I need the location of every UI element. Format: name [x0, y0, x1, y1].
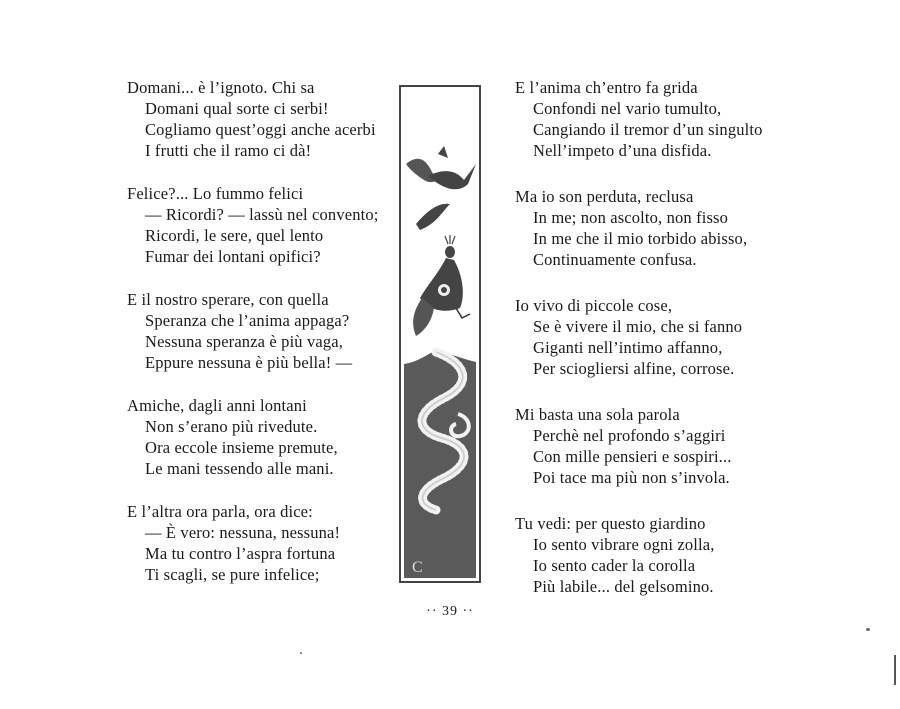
stanza: [515, 404, 805, 488]
scan-speck: [866, 628, 870, 631]
verse-line: Confondi nel vario tumulto,: [533, 99, 722, 118]
scan-edge-mark: [894, 655, 896, 685]
verse-line: Ma tu contro l’aspra fortuna: [145, 544, 336, 563]
verse-line: Continuamente confusa.: [533, 250, 697, 269]
stanza: [515, 77, 805, 161]
verse-line: Amiche, dagli anni lontani: [127, 396, 307, 415]
verse-line: E il nostro sperare, con quella: [127, 290, 329, 309]
stanza: [127, 183, 402, 267]
verse-line: Felice?... Lo fummo felici: [127, 184, 304, 203]
verse-line: Io sento cader la corolla: [533, 556, 696, 575]
verse-line: Con mille pensieri e sospiri...: [533, 447, 732, 466]
verse-line: In me; non ascolto, non fisso: [533, 208, 728, 227]
verse-line: Ricordi, le sere, quel lento: [145, 226, 324, 245]
verse-line: Ti scagli, se pure infelice;: [145, 565, 320, 584]
verse-line: Perchè nel profondo s’aggiri: [533, 426, 726, 445]
verse-line: Le mani tessendo alle mani.: [145, 459, 334, 478]
verse-line: Non s’erano più rivedute.: [145, 417, 318, 436]
verse-line: Nell’impeto d’una disfida.: [533, 141, 712, 160]
monogram: C: [412, 559, 423, 576]
verse-line: Io vivo di piccole cose,: [515, 296, 673, 315]
verse-line: Giganti nell’intimo affanno,: [533, 338, 723, 357]
verse-line: Domani... è l’ignoto. Chi sa: [127, 78, 315, 97]
verse-line: Ma io son perduta, reclusa: [515, 187, 694, 206]
verse-line: Fumar dei lontani opifici?: [145, 247, 321, 266]
stanza: [127, 289, 402, 373]
verse-line: Se è vivere il mio, che si fanno: [533, 317, 743, 336]
verse-line: — È vero: nessuna, nessuna!: [145, 523, 341, 542]
verse-line: Poi tace ma più non s’invola.: [533, 468, 730, 487]
stanza: [127, 395, 402, 479]
verse-line: E l’altra ora parla, ora dice:: [127, 502, 313, 521]
verse-line: — Ricordi? — lassù nel convento;: [145, 205, 379, 224]
verse-line: Speranza che l’anima appaga?: [145, 311, 350, 330]
left-poem-column: [127, 77, 402, 607]
right-poem-column: [515, 77, 805, 622]
verse-line: Cangiando il tremor d’un singulto: [533, 120, 763, 139]
swallows-peacock-serpent-icon: [398, 84, 482, 584]
verse-line: I frutti che il ramo ci dà!: [145, 141, 312, 160]
verse-line: Cogliamo quest’oggi anche acerbi: [145, 120, 376, 139]
stanza: [515, 513, 805, 597]
decorative-vignette: [398, 84, 482, 584]
stanza: [515, 186, 805, 270]
verse-line: Eppure nessuna è più bella! —: [145, 353, 353, 372]
verse-line: Domani qual sorte ci serbi!: [145, 99, 329, 118]
verse-line: Ora eccole insieme premute,: [145, 438, 338, 457]
verse-line: Mi basta una sola parola: [515, 405, 680, 424]
stanza: [127, 501, 402, 585]
verse-line: Io sento vibrare ogni zolla,: [533, 535, 715, 554]
verse-line: Per sciogliersi alfine, corrose.: [533, 359, 735, 378]
scan-speck: [300, 652, 302, 654]
verse-line: Nessuna speranza è più vaga,: [145, 332, 343, 351]
page-number: ·· 39 ··: [426, 604, 474, 619]
verse-line: In me che il mio torbido abisso,: [533, 229, 748, 248]
verse-line: Tu vedi: per questo giardino: [515, 514, 706, 533]
verse-line: Più labile... del gelsomino.: [533, 577, 714, 596]
verse-line: E l’anima ch’entro fa grida: [515, 78, 698, 97]
stanza: [515, 295, 805, 379]
stanza: [127, 77, 402, 161]
